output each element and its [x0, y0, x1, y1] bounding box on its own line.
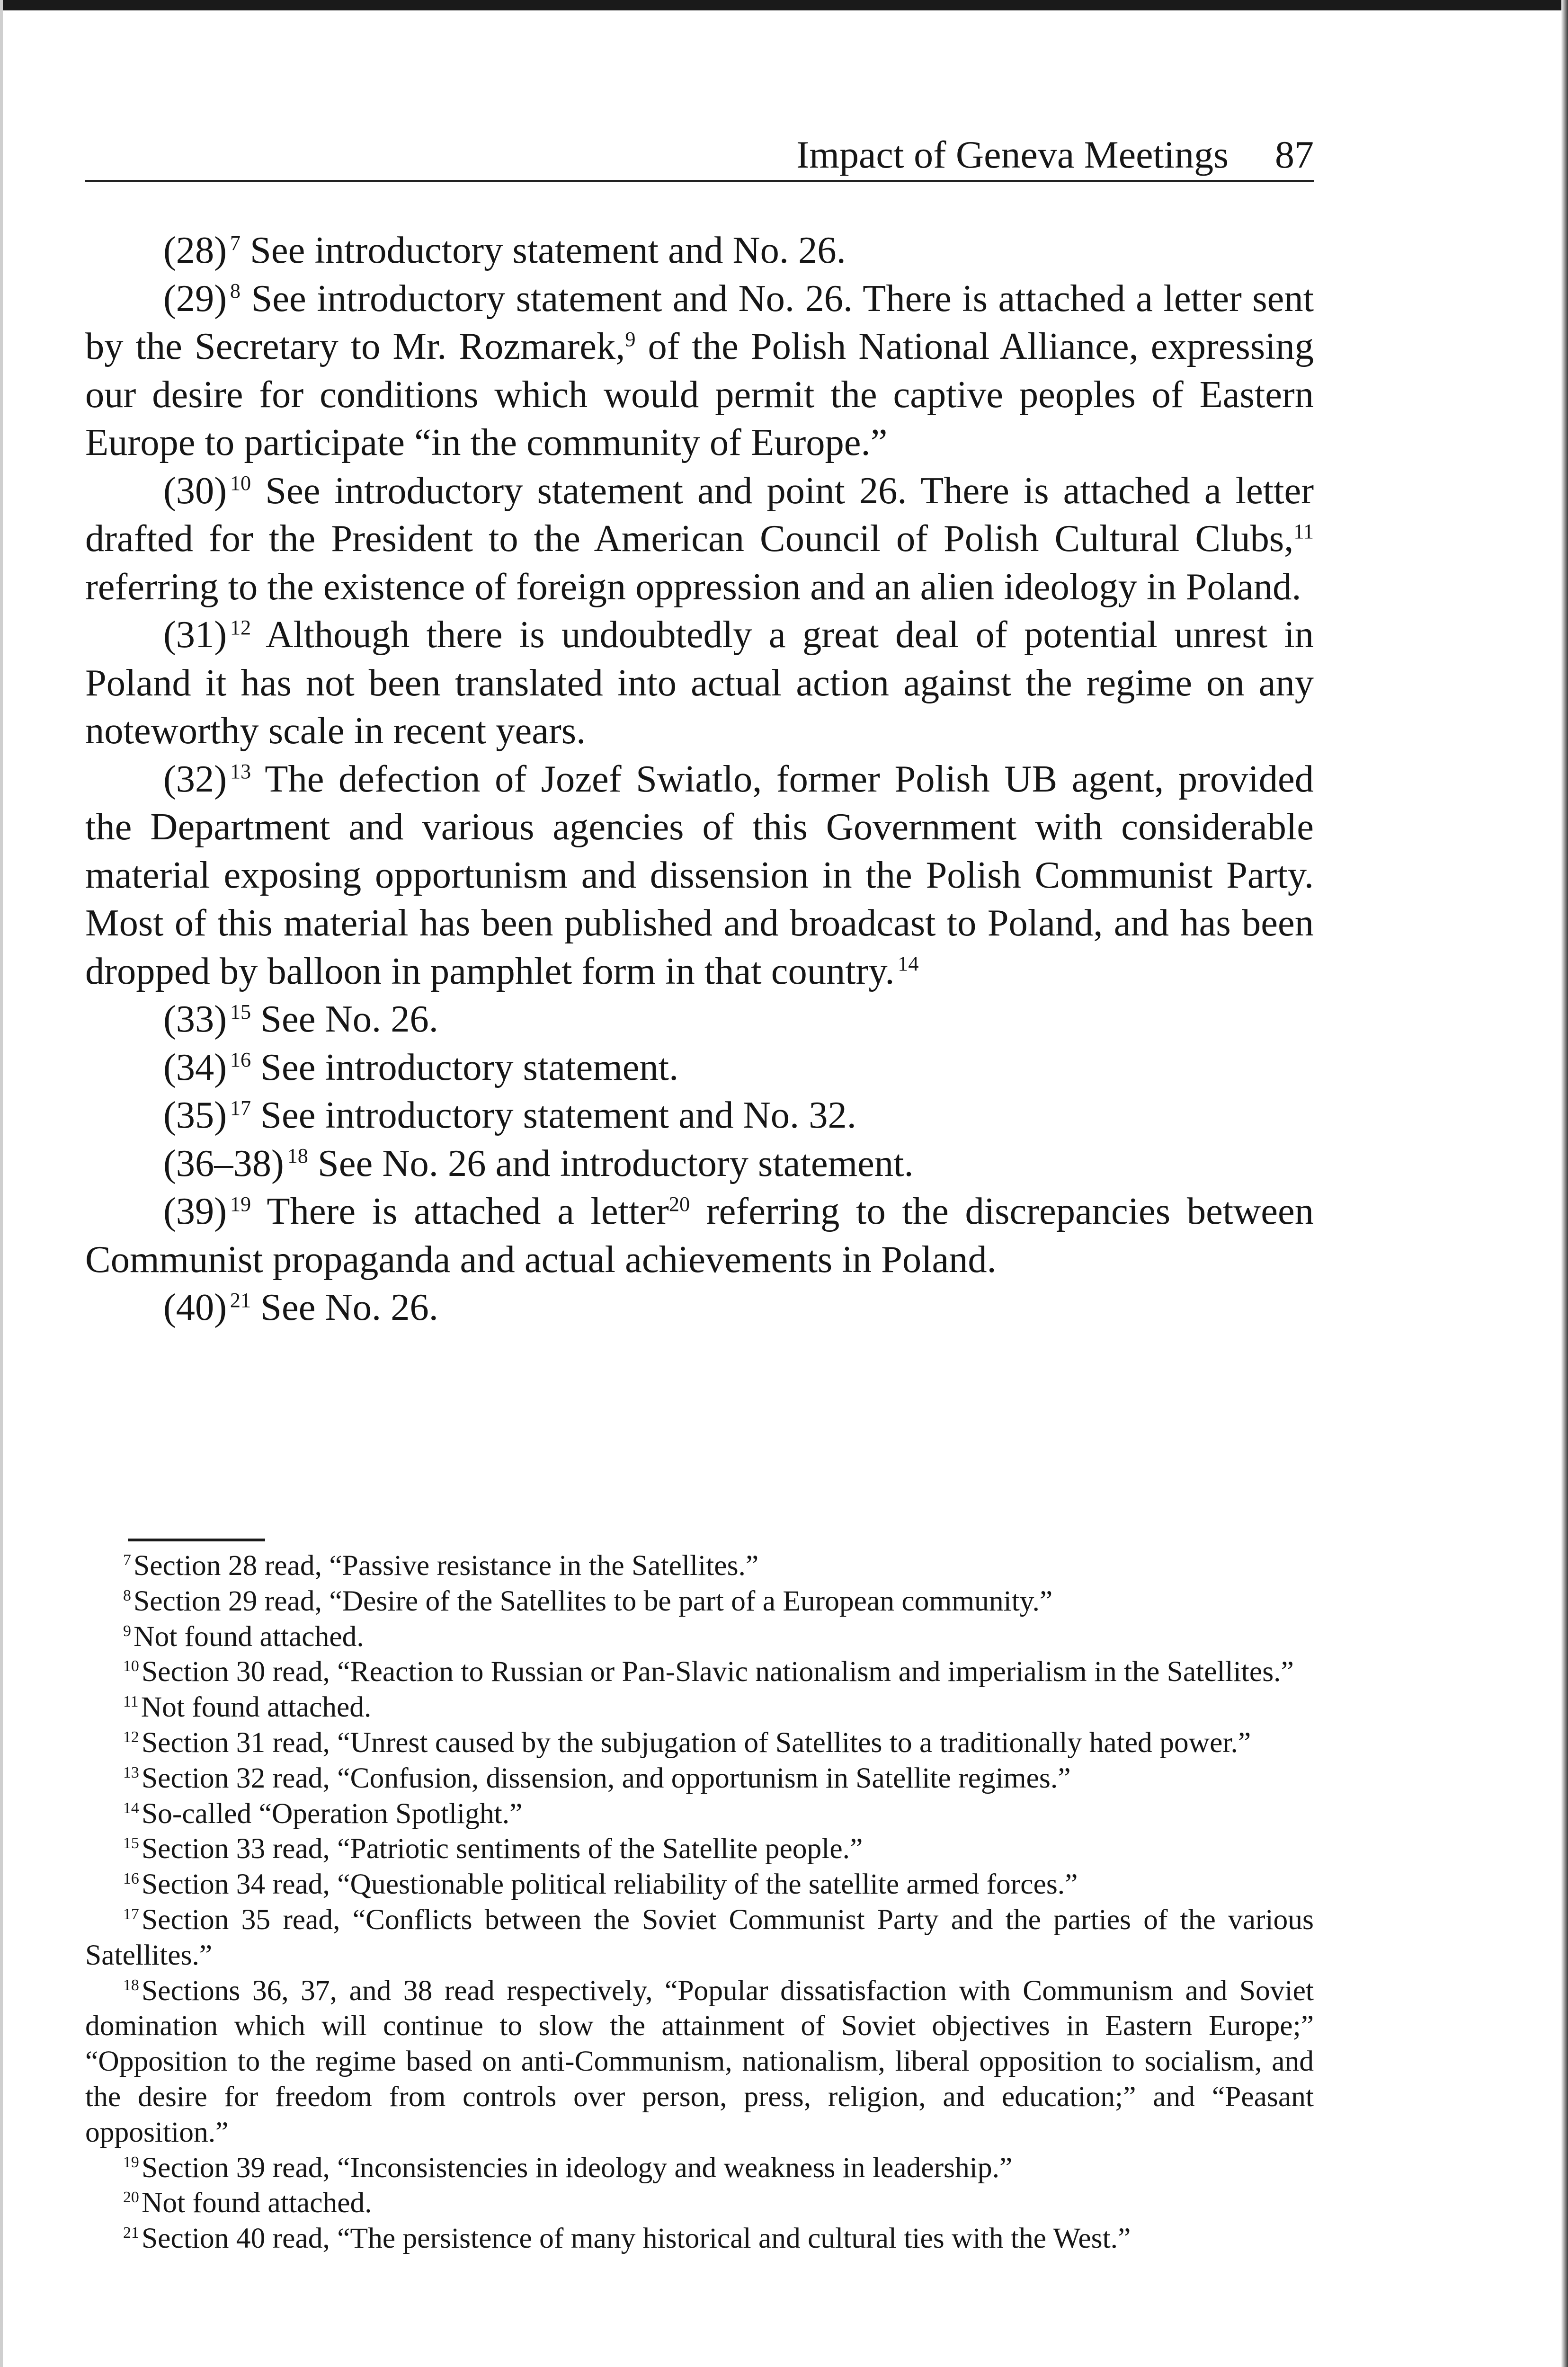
footnote-ref: 16 [230, 1048, 251, 1072]
footnote-text: Section 33 read, “Patriotic sentiments of the Satellite people.” [141, 1833, 863, 1865]
footnote-number: 14 [123, 1799, 139, 1817]
paragraph-text: See introductory statement and point 26. There is attached a letter drafted for the President to the American Council of Polish Cultural Clubs, [85, 469, 1314, 560]
footnote-text: Section 34 read, “Questionable political reliability of the satellite armed forces.” [141, 1868, 1078, 1901]
running-head [85, 132, 1314, 182]
footnote-text: So-called “Operation Spotlight.” [141, 1797, 523, 1830]
footnote-text: Not found attached. [134, 1620, 364, 1653]
footnote-text: Section 30 read, “Reaction to Russian or Pan-Slavic nationalism and imperialism in the Satellites.” [141, 1655, 1294, 1688]
footnote-text: Sections 36, 37, and 38 read respectively, “Popular dissatisfaction with Communism and Soviet domination which will continue to slow the attainment of Soviet objectives in Eastern Europe;” “Opposition to the regime based on anti-Communism, nationalism, liberal opposition to socialism, and the desire for freedom from controls over person, press, religion, and education;” and “Peasant opposition.” [85, 1974, 1314, 2148]
footnote-number: 11 [123, 1693, 139, 1711]
paragraph-text: See No. 26. [260, 1286, 438, 1328]
paragraph-29 [85, 275, 1314, 467]
footnote-ref: 13 [230, 760, 251, 783]
footnote-text: Section 28 read, “Passive resistance in the Satellites.” [134, 1549, 759, 1582]
footnote-number: 10 [123, 1657, 139, 1675]
paragraph-text: See introductory statement and No. 32. [260, 1094, 856, 1136]
paragraph-ref: (36–38) [163, 1142, 284, 1184]
footnote-text: Not found attached. [141, 1691, 372, 1724]
footnote-16 [85, 1867, 1314, 1902]
footnote-18 [85, 1973, 1314, 2150]
footnote-13 [85, 1761, 1314, 1796]
footnote-ref: 14 [898, 952, 919, 976]
footnote-21 [85, 2221, 1314, 2256]
footnote-ref: 20 [668, 1192, 690, 1216]
paragraph-ref: (33) [163, 998, 227, 1040]
paragraph-ref: (28) [163, 229, 227, 271]
footnote-number: 18 [123, 1976, 139, 1994]
paragraph-text: The defection of Jozef Swiatlo, former Polish UB agent, provided the Department and various agencies of this Government with considerable material exposing opportunism and dissension in the Polish Communist Party. Most of this material has been published and broadcast to Poland, and has been dropped by balloon in pamphlet form in that country. [85, 757, 1314, 992]
footnote-divider [128, 1539, 265, 1541]
footnote-9 [85, 1619, 1314, 1655]
paragraph-ref: (29) [163, 277, 227, 320]
footnote-ref: 19 [230, 1192, 251, 1216]
paragraph-text: referring to the discrepancies between Communist propaganda and actual achievements in Poland. [85, 1190, 1314, 1281]
footnote-15 [85, 1831, 1314, 1867]
paragraph-31 [85, 611, 1314, 755]
footnote-number: 12 [123, 1728, 139, 1746]
footnote-text: Section 40 read, “The persistence of many historical and cultural ties with the West.” [141, 2222, 1131, 2255]
paragraph-28 [85, 226, 1314, 275]
footnote-19 [85, 2150, 1314, 2186]
footnote-number: 17 [123, 1905, 139, 1923]
footnote-number: 13 [123, 1763, 139, 1781]
footnote-number: 15 [123, 1834, 139, 1852]
footnote-number: 20 [123, 2189, 139, 2207]
main-text [85, 226, 1314, 1332]
footnote-number: 9 [123, 1622, 131, 1640]
footnote-number: 19 [123, 2153, 139, 2171]
paragraph-ref: (40) [163, 1286, 227, 1328]
paragraph-text: of the Polish National Alliance, expressing our desire for conditions which would permit the captive peoples of Eastern Europe to participate “in the community of Europe.” [85, 325, 1314, 463]
paragraph-text: See No. 26 and introductory statement. [318, 1142, 914, 1184]
page-right-edge [1561, 0, 1568, 2367]
footnote-ref: 8 [230, 279, 241, 303]
footnote-ref: 17 [230, 1096, 251, 1120]
footnote-text: Section 29 read, “Desire of the Satellites to be part of a European community.” [134, 1584, 1053, 1617]
paragraph-text: There is attached a letter [267, 1190, 669, 1232]
running-head-title: Impact of Geneva Meetings [796, 133, 1229, 176]
footnote-text: Section 31 read, “Unrest caused by the subjugation of Satellites to a traditionally hated power.” [141, 1726, 1251, 1759]
footnote-ref: 9 [625, 327, 636, 351]
footnote-text: Not found attached. [141, 2187, 372, 2219]
paragraph-text: Although there is undoubtedly a great deal of potential unrest in Poland it has not been translated into actual action against the regime on any noteworthy scale in recent years. [85, 614, 1314, 752]
paragraph-text: See introductory statement and No. 26. There is attached a letter sent by the Secretary to Mr. Rozmarek, [85, 277, 1314, 367]
footnote-10 [85, 1654, 1314, 1690]
paragraph-33 [85, 995, 1314, 1043]
footnote-ref: 7 [230, 231, 241, 255]
paragraph-32 [85, 755, 1314, 996]
footnote-14 [85, 1796, 1314, 1832]
paragraph-text: See introductory statement and No. 26. [250, 229, 846, 271]
footnote-ref: 18 [287, 1144, 308, 1168]
paragraph-30 [85, 467, 1314, 611]
paragraph-36-38 [85, 1139, 1314, 1188]
paragraph-ref: (39) [163, 1190, 227, 1232]
footnote-11 [85, 1690, 1314, 1725]
paragraph-ref: (31) [163, 614, 227, 656]
paragraph-ref: (30) [163, 469, 227, 512]
footnote-number: 16 [123, 1870, 139, 1888]
footnote-17 [85, 1902, 1314, 1973]
page-number: 87 [1275, 133, 1314, 176]
paragraph-ref: (34) [163, 1046, 227, 1088]
page-top-edge [0, 0, 1568, 10]
paragraph-ref: (32) [163, 757, 227, 800]
paragraph-35 [85, 1091, 1314, 1139]
footnote-text: Section 35 read, “Conflicts between the Soviet Communist Party and the parties of the various Satellites.” [85, 1903, 1314, 1971]
footnote-7 [85, 1548, 1314, 1584]
footnote-ref: 21 [230, 1288, 251, 1312]
paragraph-text: referring to the existence of foreign oppression and an alien ideology in Poland. [85, 565, 1301, 608]
footnote-number: 7 [123, 1551, 131, 1569]
footnote-ref: 12 [230, 615, 251, 639]
paragraph-40 [85, 1283, 1314, 1332]
page-left-edge [0, 0, 3, 2367]
footnote-number: 21 [123, 2224, 139, 2242]
footnote-20 [85, 2185, 1314, 2221]
footnote-ref: 15 [230, 1000, 251, 1023]
paragraph-text: See No. 26. [260, 998, 438, 1040]
footnote-ref: 10 [230, 472, 251, 495]
paragraph-34 [85, 1043, 1314, 1092]
footnote-number: 8 [123, 1586, 131, 1604]
footnote-text: Section 39 read, “Inconsistencies in ideology and weakness in leadership.” [141, 2151, 1013, 2184]
footnotes [85, 1548, 1314, 2256]
footnote-12 [85, 1725, 1314, 1761]
footnote-ref: 11 [1293, 519, 1314, 543]
paragraph-text: See introductory statement. [260, 1046, 679, 1088]
paragraph-ref: (35) [163, 1094, 227, 1136]
paragraph-39 [85, 1187, 1314, 1283]
footnote-text: Section 32 read, “Confusion, dissension, and opportunism in Satellite regimes.” [141, 1762, 1071, 1794]
footnote-8 [85, 1584, 1314, 1619]
